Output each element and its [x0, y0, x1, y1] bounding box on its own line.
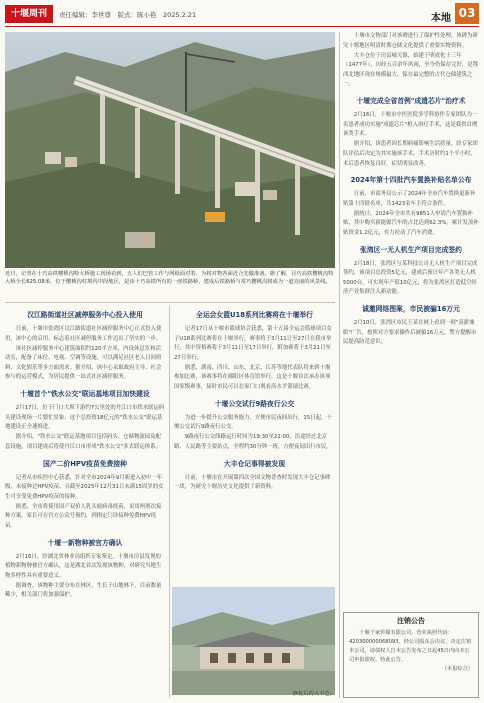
paragraph: 日前，十堰市张湾区汉江路街道社区减停服务中心正式投入使用，该中心的启用，标志着社区减停服务工作迈出了坚实的一步。 [5, 326, 162, 342]
headline: 2024年第十四批汽车置换补贴名单公布 [350, 176, 472, 185]
paragraph: 2月17日，位于门口大坝下游约7公里处的丹江口市铁水联运码头建设现场一片繁忙景象。这个总投资18亿元的"铁水公交"联运基地建设正全速推进。 [5, 405, 165, 431]
headline: 国产二价HPV疫苗免费接种 [43, 459, 127, 468]
left-column [5, 304, 165, 700]
headline: 诚邀网络图案，市民被骗16万元 [362, 304, 460, 313]
section-name: 本地 [431, 13, 451, 24]
paragraph: 为进一步提升公交服务能力，方便市民夜间出行，15日起，十堰公交试行9路夜行公交。 [174, 414, 332, 431]
divider-line [5, 302, 335, 303]
headline: 汉江路街道社区减停服务中心投入使用 [27, 311, 143, 319]
notice-title: 注销公告 [397, 617, 425, 625]
photo-caption: 近日，记者在十巧高铁樱桃沟特大桥施工现场看到，五人们巴管工作与网纸面对着，为将对物各面近合先做准备。据了解，目巧高铁樱桃沟特大桥全长625.08米，位于樱桃沟村境内中段地区，是由十巧高铁所有的一座铁路桥，建成后铁路桥与常巧樱桃沟将成为一道亮丽的风景线。 [5, 271, 334, 285]
paragraph: 记者从市疾控中心获悉，针对全市2024年9月新进入初中一年级、未接种过HPV疫苗、且截至2025年12月31日未满15周岁的女生可享受免费HPV疫苗的接种。 [5, 474, 164, 500]
headline: 全运会女篮U18系列比赛将在十堰举行 [196, 311, 313, 319]
page-number: 03 [455, 3, 479, 24]
paragraph: 大丰仓位于房县城关镇，始建于明成化十三年（1477年），历经五百余年风雨，至今仍保存完好，是鄂西北地区现存规模最大、保存最完整的古代仓储建筑之一。 [343, 52, 479, 88]
lead-photo-block [5, 32, 335, 298]
granary-photo-caption: 修复后的大丰仓。 [292, 691, 335, 697]
paragraph: 记者17日从十堰市篮球协会获悉，第十五届全运会篮球项目女子U18系列比赛将在十堰举行，赛事将于3月11日至27日在我市举行，其中资格赛将于3月11日至17日举行，附加赛将于3月21日至27日举行。 [174, 326, 332, 361]
editor-meta: 责任编辑：李世尊 版式：陈小艳 2025.2.21 [59, 11, 197, 19]
paragraph: 据介绍，该患者因长期病痛影响生活质量，经专家团队评估后决定为其实施该手术。手术历时约1个半小时，术后患者恢复良好，症状明显改善。 [343, 141, 478, 167]
headline: 大丰仓记事得被发现 [223, 459, 286, 468]
paragraph: 据介绍，"铁水公交"联运基地项目包括码头、仓储物流园及配套设施，项目建成后将使丹江口市形成"铁水公交"多式联运体系。 [5, 434, 161, 450]
middle-column [174, 304, 335, 586]
paragraph: 据统计，2024年全市共有9851人申请汽车置换补贴，其中购买新能源汽车的占比达到62.3%，累计发放补贴资金1.2亿元，有力拉动了汽车消费。 [343, 210, 479, 236]
paragraph: 据悉，湖南、四川、山东、北京、江苏等地代表队将来到十堰参加比赛，该赛事将在郧阳区体育馆举行，这是十堰首次承办该项国家级赛事，届时市民可以在家门口观看高水平篮球比赛。 [174, 364, 331, 391]
masthead-logo: 十堰周刊 [5, 5, 53, 23]
paragraph: 该社区减停服务中心建筑面积约120平方米，内设休息室和活动室，配备了床位、电视、空调等设施，可以满足社区老人日间照料、文化娱乐等多方面需求。据介绍，该中心采取政府主导、社会参与的运营模式，为居民提供一站式社区减停服务。 [5, 345, 162, 381]
headline: 十堰一新物种被官方确认 [47, 538, 123, 547]
railway-bridge-photo [5, 32, 335, 268]
paragraph: 日前，市商务局公示了2024年全市汽车置换更新补贴第十四批名单，共1423名车主符合条件。 [343, 191, 476, 207]
headline: 张湾区一无人机生产项目完成签约 [360, 245, 462, 254]
column-divider [169, 306, 170, 698]
paragraph: 2月16日，十堰市中医医院多学科协作专家团队为一名患者成功实施"成遗芯片"植入治疗手术，这是我省首例该类手术。 [343, 112, 478, 138]
paragraph: 据悉，全市将使用国产双价人乳头瘤病毒疫苗，采用两剂次接种方案，家长可在官方公众号预约，到指定门诊接种免费HPV疫苗。 [5, 503, 162, 529]
granary-photo [172, 587, 335, 695]
column-divider [339, 32, 340, 698]
headline: 十堰完成全省首例"成遗芯片"治疗术 [356, 97, 466, 106]
paragraph: 2月16日，经湖北省林业局组织专家鉴定，十堰市房县发现的植物新物种被官方确认，这是湖北首次发现该物种，对研究当地生物多样性具有重要意义。 [5, 553, 162, 579]
paragraph: 十堰市文物部门对该碑进行了保护性处理，该碑为研究十堰地区明清时期仓储文化提供了重要实物资料。 [343, 33, 478, 49]
headline: 十堰首个"铁水公交"联运基地项目加快建设 [20, 390, 150, 399]
notice-signature: （本报综合） [441, 666, 473, 672]
right-column [343, 32, 479, 608]
notice-box [343, 612, 479, 698]
paragraph: 据调查，该物种主要分布在林区，生长于山地林下，目前数量稀少，相关部门将加强保护。 [5, 582, 162, 599]
page-header [5, 3, 479, 27]
paragraph: 9路夜行公交线路运行时间为19:30至22:00，沿途经过北京路、人民路等主要站点，全程约30分钟一班，方便夜间出行市民。 [174, 434, 332, 450]
notice-body: 十堰千家传媒有限公司，营业执照代码：420300000068093，经公司股东会决议，决定注销本公司，请债权人自本公告发布之日起45日内向本公司申报债权。特此公告。 [349, 630, 472, 663]
paragraph: 日前，十堰市在开展第四次全国文物普查时发现大丰仓记事碑一块，为研究十堰历史文化提供了新资料。 [174, 474, 331, 491]
headline: 十堰公交试行9路夜行公交 [214, 399, 295, 408]
paragraph: 2月18日，张湾区与某科技公司无人机生产项目完成签约，该项目总投资5亿元，建成后预计年产各类无人机5000台，可实现年产值10亿元，将为张湾区打造低空经济产业集群注入新动能。 [343, 260, 478, 296]
paragraph: 2月10日，张湾区市民王某在网上看到一则"高薪兼职"广告，按照对方要求操作后被骗16万元，警方提醒市民提高防范意识。 [343, 319, 477, 346]
